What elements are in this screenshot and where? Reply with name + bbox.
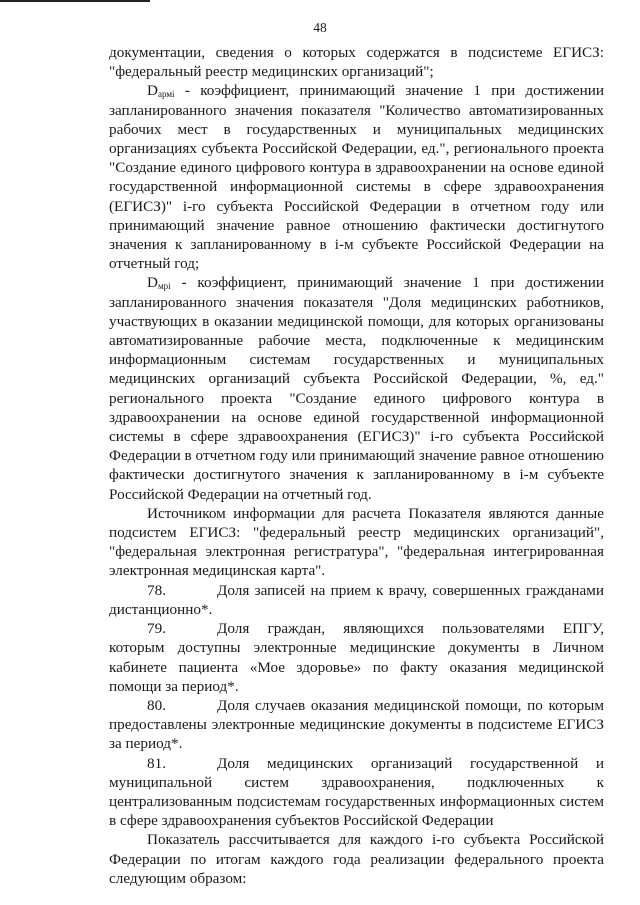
item-number: 78. [147,581,166,599]
list-item [109,619,604,696]
paragraph-continuation: документации, сведения о которых содержатся в подсистеме ЕГИСЗ: "федеральный реестр медицинских организаций"; [109,44,604,81]
item-number: 80. [147,696,166,714]
header-rule [0,0,150,2]
list-item [109,754,604,831]
paragraph-d-arm: $D_{армi}$ - коэффициент, принимающий значение 1 при достижении запланированного значения показателя "Количество автоматизированных рабочих мест в государственных и муниципальных медицинских организациях субъекта Российской Федерации, ед.", регионального проекта "Создание единого цифрового контура в здравоохранении на основе единой государственной информационной системы в сфере здравоохранения (ЕГИСЗ)" i-го субъекта Российской Федерации в отчетном году или принимающий значение равное отношению фактически достигнутого значения к запланированному в i-м субъекте Российской Федерации на отчетный год; [109,82,604,273]
item-text: Доля записей на прием к врачу, совершенных гражданами дистанционно*. [109,581,604,618]
item-number: 79. [147,620,166,638]
page-number: 48 [313,20,327,35]
item-text: Доля медицинских организаций государственной и муниципальной систем здравоохранения, подключенных к централизованным подсистемам государственных информационных систем в сфере здравоохранения субъектов Российской Федерации [109,754,604,830]
coefficient-d-arm: $D_{армi}$ [147,82,175,100]
document-body [109,43,604,888]
list-item [109,581,604,619]
item-text: Доля граждан, являющихся пользователями ЕПГУ, которым доступны электронные медицинские документы в Личном кабинете пациента «Мое здоровье» по факту оказания медицинской помощи за период*. [109,620,604,695]
item-text: Доля случаев оказания медицинской помощи, по которым предоставлены электронные медицинские документы в подсистеме ЕГИСЗ за период*. [109,696,604,753]
list-item [109,696,604,754]
paragraph-d-mr: $D_{мрi}$ - коэффициент, принимающий значение 1 при достижении запланированного значения показателя "Доля медицинских работников, участвующих в оказании медицинской помощи, для которых организованы автоматизированные рабочие места, подключенные к медицинским информационным системам государственных и муниципальных медицинских организаций субъекта Российской Федерации, %, ед." регионального проекта "Создание единого цифрового контура в здравоохранении на основе единой государственной информационной системы в сфере здравоохранения (ЕГИСЗ)" i-го субъекта Российской Федерации в отчетном году или принимающий значение равное отношению фактически достигнутого значения к запланированному в i-м субъекте Российской Федерации на отчетный год. [109,274,604,503]
coefficient-d-mr: $D_{мрi}$ [147,274,171,292]
item-number: 81. [147,754,166,772]
paragraph-calculation: Показатель рассчитывается для каждого i-го субъекта Российской Федерации по итогам каждого года реализации федерального проекта следующим образом: [109,831,604,887]
paragraph-data-sources: Источником информации для расчета Показателя являются данные подсистем ЕГИСЗ: "федеральный реестр медицинских организаций", "федеральная электронная регистратура", "федеральная интегрированная электронная медицинская карта". [109,504,604,580]
